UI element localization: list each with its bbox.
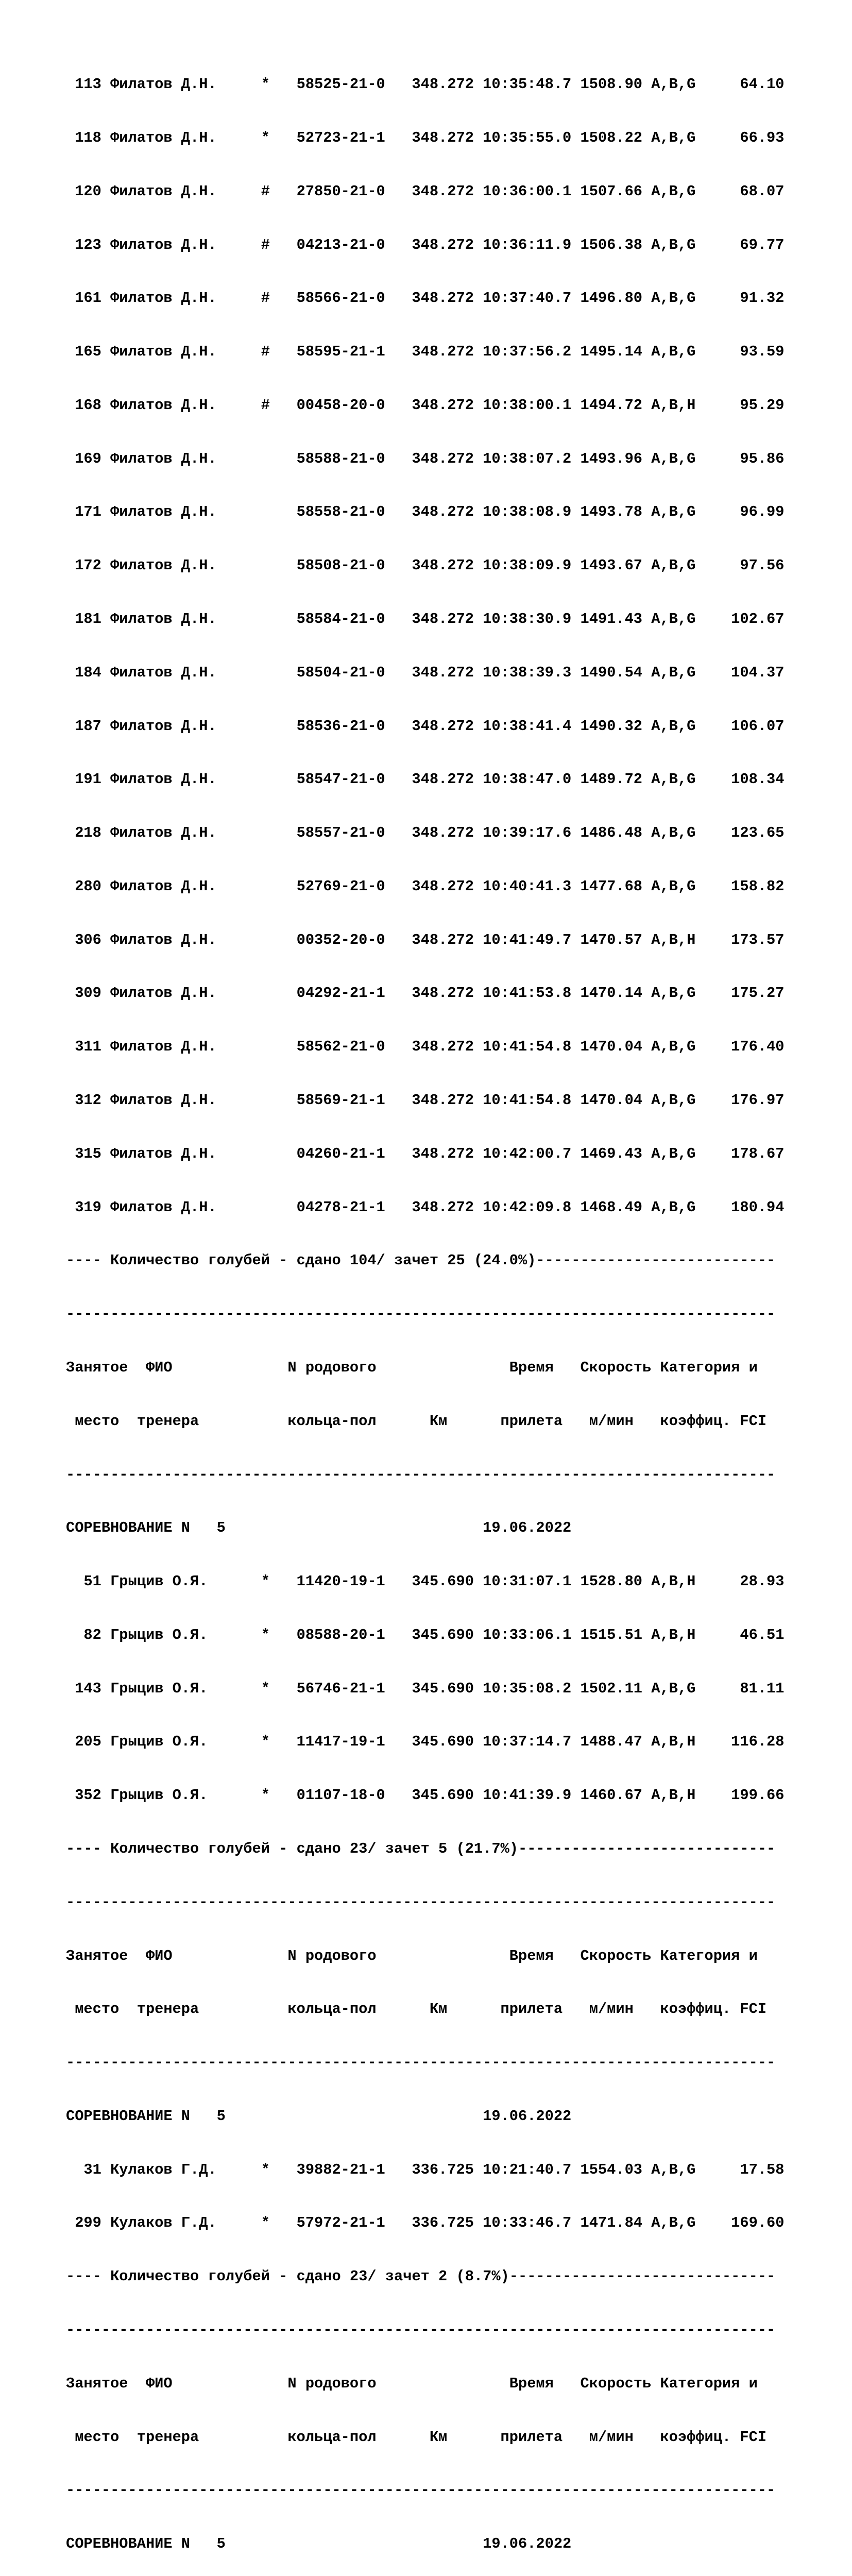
- result-row: 172 Филатов Д.Н. 58508-21-0 348.272 10:38:09.9 1493.67 A,B,G 97.56: [66, 557, 785, 574]
- results-printout: [66, 40, 849, 2576]
- result-row: 299 Кулаков Г.Д. * 57972-21-1 336.725 10:33:46.7 1471.84 A,B,G 169.60: [66, 2214, 785, 2232]
- result-row: 184 Филатов Д.Н. 58504-21-0 348.272 10:38:39.3 1490.54 A,B,G 104.37: [66, 664, 785, 681]
- result-row: 171 Филатов Д.Н. 58558-21-0 348.272 10:38:08.9 1493.78 A,B,G 96.99: [66, 503, 785, 521]
- result-row: 319 Филатов Д.Н. 04278-21-1 348.272 10:42:09.8 1468.49 A,B,G 180.94: [66, 1198, 785, 1216]
- summary-line: ---- Количество голубей - сдано 23/ зачет 5 (21.7%)-----------------------------: [66, 1840, 776, 1857]
- summary-line: ---- Количество голубей - сдано 23/ зачет 2 (8.7%)------------------------------: [66, 2268, 776, 2285]
- column-header-row-1: Занятое ФИО N родового Время Скорость Категория и: [66, 1359, 758, 1376]
- result-row: 120 Филатов Д.Н. # 27850-21-0 348.272 10:36:00.1 1507.66 A,B,G 68.07: [66, 182, 785, 200]
- separator-line: --------------------------------------------------------------------------------: [66, 1466, 776, 1483]
- column-header-row-1: Занятое ФИО N родового Время Скорость Категория и: [66, 2375, 758, 2392]
- column-header-row-2: место тренера кольца-пол Км прилета м/мин коэффиц. FCI: [66, 2001, 767, 2018]
- result-row: 169 Филатов Д.Н. 58588-21-0 348.272 10:38:07.2 1493.96 A,B,G 95.86: [66, 450, 785, 467]
- separator-line: --------------------------------------------------------------------------------: [66, 1893, 776, 1911]
- result-row: 168 Филатов Д.Н. # 00458-20-0 348.272 10:38:00.1 1494.72 A,B,H 95.29: [66, 396, 785, 414]
- summary-line: ---- Количество голубей - сдано 104/ зачет 25 (24.0%)---------------------------: [66, 1252, 776, 1269]
- result-row: 187 Филатов Д.Н. 58536-21-0 348.272 10:38:41.4 1490.32 A,B,G 106.07: [66, 717, 785, 735]
- result-row: 352 Грыцив О.Я. * 01107-18-0 345.690 10:41:39.9 1460.67 A,B,H 199.66: [66, 1787, 785, 1804]
- result-row: 165 Филатов Д.Н. # 58595-21-1 348.272 10:37:56.2 1495.14 A,B,G 93.59: [66, 343, 785, 361]
- result-row: 311 Филатов Д.Н. 58562-21-0 348.272 10:41:54.8 1470.04 A,B,G 176.40: [66, 1038, 785, 1056]
- column-header-row-1: Занятое ФИО N родового Время Скорость Категория и: [66, 1947, 758, 1964]
- separator-line: --------------------------------------------------------------------------------: [66, 2054, 776, 2072]
- result-row: 309 Филатов Д.Н. 04292-21-1 348.272 10:41:53.8 1470.14 A,B,G 175.27: [66, 985, 785, 1002]
- result-row: 113 Филатов Д.Н. * 58525-21-0 348.272 10:35:48.7 1508.90 A,B,G 64.10: [66, 76, 785, 93]
- result-row: 123 Филатов Д.Н. # 04213-21-0 348.272 10:36:11.9 1506.38 A,B,G 69.77: [66, 236, 785, 253]
- result-row: 205 Грыцив О.Я. * 11417-19-1 345.690 10:37:14.7 1488.47 A,B,H 116.28: [66, 1733, 785, 1751]
- separator-line: --------------------------------------------------------------------------------: [66, 2321, 776, 2338]
- competition-heading: СОРЕВНОВАНИЕ N 5 19.06.2022: [66, 1519, 572, 1537]
- result-row: 312 Филатов Д.Н. 58569-21-1 348.272 10:41:54.8 1470.04 A,B,G 176.97: [66, 1092, 785, 1109]
- result-row: 218 Филатов Д.Н. 58557-21-0 348.272 10:39:17.6 1486.48 A,B,G 123.65: [66, 824, 785, 842]
- result-row: 181 Филатов Д.Н. 58584-21-0 348.272 10:38:30.9 1491.43 A,B,G 102.67: [66, 611, 785, 628]
- result-row: 191 Филатов Д.Н. 58547-21-0 348.272 10:38:47.0 1489.72 A,B,G 108.34: [66, 771, 785, 788]
- result-row: 51 Грыцив О.Я. * 11420-19-1 345.690 10:31:07.1 1528.80 A,B,H 28.93: [66, 1573, 785, 1590]
- result-row: 82 Грыцив О.Я. * 08588-20-1 345.690 10:33:06.1 1515.51 A,B,H 46.51: [66, 1626, 785, 1643]
- competition-heading: СОРЕВНОВАНИЕ N 5 19.06.2022: [66, 2535, 572, 2553]
- competition-heading: СОРЕВНОВАНИЕ N 5 19.06.2022: [66, 2107, 572, 2125]
- result-row: 143 Грыцив О.Я. * 56746-21-1 345.690 10:35:08.2 1502.11 A,B,G 81.11: [66, 1680, 785, 1697]
- result-row: 31 Кулаков Г.Д. * 39882-21-1 336.725 10:21:40.7 1554.03 A,B,G 17.58: [66, 2161, 785, 2178]
- column-header-row-2: место тренера кольца-пол Км прилета м/мин коэффиц. FCI: [66, 1412, 767, 1430]
- result-row: 306 Филатов Д.Н. 00352-20-0 348.272 10:41:49.7 1470.57 A,B,H 173.57: [66, 931, 785, 948]
- separator-line: --------------------------------------------------------------------------------: [66, 1306, 776, 1323]
- result-row: 118 Филатов Д.Н. * 52723-21-1 348.272 10:35:55.0 1508.22 A,B,G 66.93: [66, 129, 785, 146]
- result-row: 315 Филатов Д.Н. 04260-21-1 348.272 10:42:00.7 1469.43 A,B,G 178.67: [66, 1145, 785, 1162]
- result-row: 161 Филатов Д.Н. # 58566-21-0 348.272 10:37:40.7 1496.80 A,B,G 91.32: [66, 290, 785, 307]
- column-header-row-2: место тренера кольца-пол Км прилета м/мин коэффиц. FCI: [66, 2428, 767, 2446]
- result-row: 280 Филатов Д.Н. 52769-21-0 348.272 10:40:41.3 1477.68 A,B,G 158.82: [66, 877, 785, 895]
- separator-line: --------------------------------------------------------------------------------: [66, 2482, 776, 2499]
